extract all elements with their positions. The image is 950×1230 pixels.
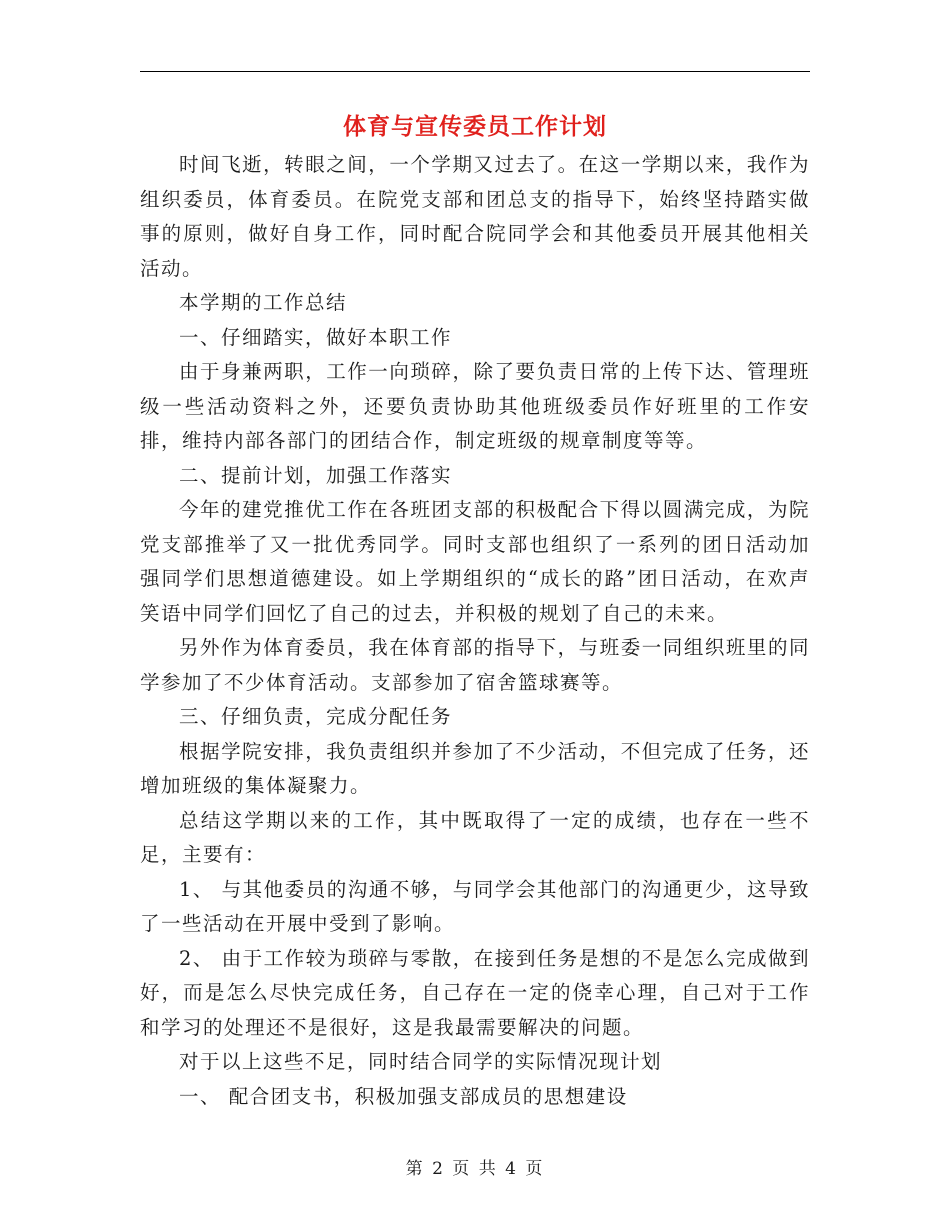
paragraph-shortcomings-intro: 总结这学期以来的工作，其中既取得了一定的成绩，也存在一些不足，主要有： xyxy=(140,808,810,866)
heading-plan-1: 一、 配合团支书，积极加强支部成员的思想建设 xyxy=(179,1084,628,1108)
header-rule xyxy=(140,71,810,72)
footer-page-total: 4 xyxy=(505,1159,518,1179)
page-footer xyxy=(0,1154,950,1179)
footer-suffix: 页 xyxy=(525,1159,545,1179)
paragraph-sports: 另外作为体育委员，我在体育部的指导下，与班委一同组织班里的同学参加了不少体育活动。支部参加了宿舍篮球赛等。 xyxy=(140,636,810,694)
footer-middle: 页 共 xyxy=(452,1159,498,1179)
list-item-shortcoming-2: 2、 由于工作较为琐碎与零散，在接到任务是想的不是怎么完成做到好，而是怎么尽快完成任务，自己存在一定的侥幸心理，自己对于工作和学习的处理还不是很好，这是我最需要解决的问题。 xyxy=(140,946,810,1039)
paragraph-plan-intro: 对于以上这些不足，同时结合同学的实际情况现计划 xyxy=(179,1050,663,1073)
paragraph-intro: 时间飞逝，转眼之间，一个学期又过去了。在这一学期以来，我作为组织委员，体育委员。在院党支部和团总支的指导下，始终坚持踏实做事的原则，做好自身工作，同时配合院同学会和其他委员开展其他相关活动。 xyxy=(140,153,810,280)
paragraph-section-3: 根据学院安排，我负责组织并参加了不少活动，不但完成了任务，还增加班级的集体凝聚力。 xyxy=(140,739,810,797)
footer-prefix: 第 xyxy=(405,1159,425,1179)
heading-summary: 本学期的工作总结 xyxy=(179,291,348,314)
paragraph-section-1: 由于身兼两职，工作一向琐碎，除了要负责日常的上传下达、管理班级一些活动资料之外，还要负责协助其他班级委员作好班里的工作安排，维持内部各部门的团结合作，制定班级的规章制度等等。 xyxy=(140,360,810,452)
document-body xyxy=(140,148,810,1114)
heading-section-2: 二、提前计划，加强工作落实 xyxy=(179,463,453,487)
heading-section-3: 三、仔细负责，完成分配任务 xyxy=(179,705,453,728)
paragraph-section-2: 今年的建党推优工作在各班团支部的积极配合下得以圆满完成，为院党支部推举了又一批优秀同学。同时支部也组织了一系列的团日活动加强同学们思想道德建设。如上学期组织的“成长的路”团日活动，在欢声笑语中同学们回忆了自己的过去，并积极的规划了自己的未来。 xyxy=(140,498,810,625)
footer-page-number: 2 xyxy=(432,1159,445,1179)
document-title: 体育与宣传委员工作计划 xyxy=(343,113,607,140)
list-item-shortcoming-1: 1、 与其他委员的沟通不够，与同学会其他部门的沟通更少，这导致了一些活动在开展中受到了影响。 xyxy=(140,877,810,935)
heading-section-1: 一、仔细踏实，做好本职工作 xyxy=(179,325,453,349)
